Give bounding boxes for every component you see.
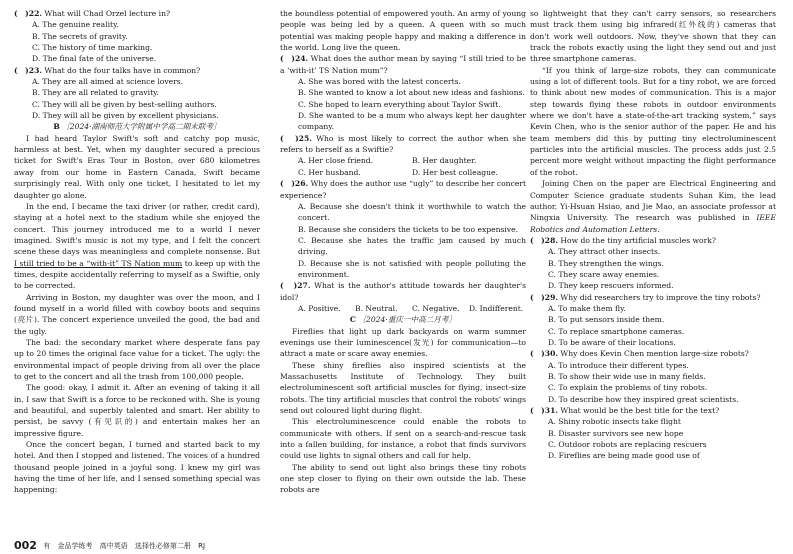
option: B. They strengthen the wings. [548, 258, 664, 268]
section-c-header: C ［2024·重庆一中高二月考］ [349, 315, 457, 325]
option: D. Because she is not satisfied with people polluting the environment. [298, 258, 526, 279]
paragraph: Arriving in Boston, my daughter was over the moon, and I found myself in a world filled with cowboy boots and sequins (亮片). The concert experience unveiled the good, the bad and the ugly. [14, 292, 260, 336]
option: D. Her best colleague. [412, 167, 498, 177]
option: A. To make them fly. [548, 303, 626, 313]
paragraph: The bad: the secondary market where desperate fans pay up to 20 times the original face value for a ticket. The ugly: the environmental impact of people driving from all over the place to get to the concert and all the trash from 100,000 people. [14, 337, 260, 381]
paragraph: Fireflies that light up dark backyards on warm summer evenings use their luminescence(发光) for communication—to attract a mate or scare away enemies. [280, 326, 526, 359]
question-24: ( )24. What does the author mean by saying “I still tried to be a ‘with-it’ TS Nation mum”? [280, 54, 526, 75]
underlined-phrase: I still tried to be a “with-it” TS Nation mum [14, 258, 183, 268]
option: B. The secrets of gravity. [32, 31, 128, 41]
option: B. To put sensors inside them. [548, 315, 665, 325]
paragraph: Joining Chen on the paper are Electrical Engineering and Computer Science graduate students Suhan Kim, the lead author, Yi-Hsuan Hsiao, and Jie Mao, an associate professor at Ningxia University. The research was published in IEEE Robotics and Automation Letters. [530, 179, 777, 234]
option: B. Because she considers the tickets to be too expensive. [298, 224, 518, 234]
option-row [298, 167, 526, 178]
question-28: ( )28. How do the tiny artificial muscles work? [530, 235, 716, 245]
column-3 [530, 8, 776, 462]
option: D. She wanted to be a mum who always kept her daughter company. [298, 111, 526, 132]
footer-brand: 金品学练考 [57, 542, 93, 550]
question-31: ( )31. What would be the best title for the text? [530, 406, 720, 416]
question-27: ( )27. What is the author's attitude towards her daughter's idol? [280, 281, 526, 302]
section-b-header: B ［2024·湖南师范大学附属中学高二期末联考］ [53, 122, 221, 132]
option: A. Because she doesn't think it worthwhile to watch the concert. [298, 201, 526, 223]
option: D. Indifferent. [469, 303, 524, 313]
option: A. Shiny robotic insects take flight [548, 417, 681, 427]
option: B. Disaster survivors see new hope [548, 428, 684, 438]
page-number: 002 [14, 539, 37, 552]
option: A. She was bored with the latest concerts. [298, 77, 461, 87]
option: A. The genuine reality. [32, 20, 119, 30]
footer-edition: RJ [198, 542, 206, 550]
paragraph: so lightweight that they can't carry sensors, so researchers must track them using big infrared(红外线的) cameras that don't work well outdoors. Now, they've shown that they can track the robots exactly using the light they send out and just three smartphone cameras. [530, 9, 776, 64]
option: A. To introduce their different types. [548, 360, 689, 370]
option: C. Because she hates the traffic jam caused by much driving. [298, 235, 526, 257]
paragraph: Once the concert began, I turned and started back to my hotel. And then I stopped and listened. The voices of a hundred thousand people joined in a joyful song. I knew my girl was having the time of her life, and I sensed something special was happening: [14, 440, 260, 495]
option: D. Fireflies are being made good use of [548, 451, 700, 461]
option: D. To be aware of their locations. [548, 337, 676, 347]
footer-label: 有 [43, 542, 51, 550]
option: A. Positive. [298, 303, 341, 313]
option: C. She hoped to learn everything about Taylor Swift. [298, 99, 501, 109]
option: B. Neutral. [355, 303, 398, 313]
option-row [298, 303, 526, 314]
column-1 [14, 8, 260, 496]
option: C. The history of time marking. [32, 43, 153, 53]
option: C. Negative. [412, 303, 460, 313]
journal-title: IEEE Robotics and Automation Letters [530, 213, 777, 234]
option: B. To show their wide use in many fields. [548, 372, 706, 381]
column-2 [280, 8, 526, 496]
footer-subject: 高中英语 [99, 542, 128, 550]
option: C. They scare away enemies. [548, 269, 660, 279]
question-22: ( )22. What will Chad Orzel lecture in? [14, 9, 171, 18]
option: C. Outdoor robots are replacing rescuers [548, 440, 707, 450]
option: A. Her close friend. [298, 156, 374, 166]
option-row [298, 155, 526, 166]
option: B. Her daughter. [412, 156, 477, 166]
option: C. Her husband. [298, 167, 361, 177]
footer-book: 选择性必修第二册 [134, 542, 191, 550]
option: C. To replace smartphone cameras. [548, 326, 685, 336]
page-footer [14, 539, 210, 552]
paragraph: This electroluminescence could enable the robots to communicate with others. If sent on a search-and-rescue task into a fallen building, for instance, a robot that finds survivors could use lights to signal others and call for help. [280, 417, 526, 461]
question-26: ( )26. Why does the author use “ugly” to describe her concert experience? [280, 179, 526, 200]
option: A. They attract other insects. [548, 247, 661, 257]
option: C. To explain the problems of tiny robots. [548, 383, 708, 393]
option: D. They will all be given by excellent physicians. [32, 111, 219, 121]
option: B. She wanted to know a lot about new ideas and fashions. [298, 88, 525, 98]
option: D. The final fate of the universe. [32, 54, 157, 64]
paragraph: “If you think of large-size robots, they can communicate using a lot of different tools. But for a tiny robot, we are forced to think about new modes of communication. This is a major step towards flying these robots in outdoor environments where we don't have a state-of-the-art tracking system,” says Kevin Chen, who is the senior author of the paper. He and his team members did this by putting tiny electroluminescent particles into the artificial muscles. The process adds just 2.5 percent more weight without impacting the flight performance of the robot. [530, 65, 776, 177]
question-25: ( )25. Who is most likely to correct the author when she refers to herself as a Swiftie? [280, 133, 526, 155]
option: A. They are all aimed at science lovers. [32, 77, 184, 87]
option: D. To describe how they inspired great scientists. [548, 394, 739, 404]
paragraph: In the end, I became the taxi driver (or rather, credit card), staying at a hotel next to the stadium while she enjoyed the concert. This journey introduced me to a world I never imagined. Swift's music is not my type, and I felt the concert scene these days was meaningless and complete nonsense. But I still tried to be a “with-it” TS Nation mum to keep up with the times, despite accidentally referring to myself as a Swiftie, only to be corrected. [14, 201, 260, 291]
option: C. They will all be given by best-selling authors. [32, 99, 217, 109]
paragraph: The ability to send out light also brings these tiny robots one step closer to flying on their own outside the lab. These robots are [280, 462, 526, 495]
paragraph: The good: okay, I admit it. After an evening of taking it all in, I saw that Swift is a force to be reckoned with. She is young and beautiful, and superbly talented and smart. Her ability to persist, be savvy (有见识的) and entertain makes her an impressive figure. [14, 383, 260, 438]
option: D. They keep rescuers informed. [548, 281, 674, 291]
option: B. They are all related to gravity. [32, 88, 159, 98]
question-23: ( )23. What do the four talks have in common? [14, 65, 201, 75]
question-29: ( )29. Why did researchers try to improve the tiny robots? [530, 292, 761, 302]
paragraph: These shiny fireflies also inspired scientists at the Massachusetts Institute of Technology. They built electroluminescent soft artificial muscles for flying, insect-size robots. The tiny artificial muscles that control the robots' wings send out coloured light during flight. [280, 360, 526, 416]
question-30: ( )30. Why does Kevin Chen mention large-size robots? [530, 349, 749, 359]
paragraph: the boundless potential of empowered youth. An army of young people was being led by a queen. A queen with so much potential was making people happy and making a difference in the world. Long live the queen. [280, 9, 526, 53]
paragraph: I had heard Taylor Swift's soft and catchy pop music, harmless at best. Yet, when my daughter secured a precious ticket for Swift's Eras Tour in Boston, over 680 kilometres away from our home in Eastern Canada, Swift became surprisingly real. With only one ticket, I hesitated to let my daughter go alone. [14, 133, 260, 200]
